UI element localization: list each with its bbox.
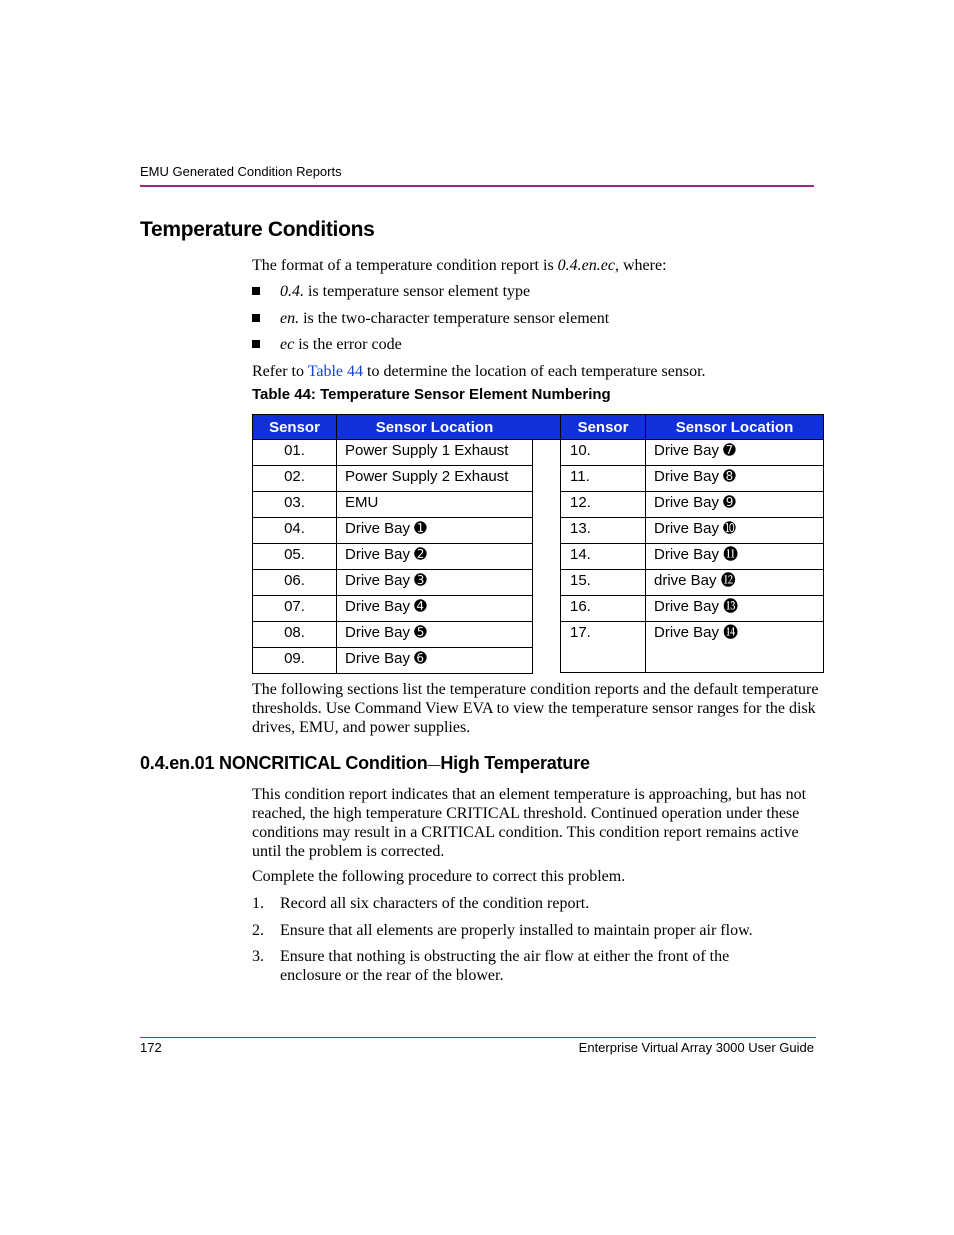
sensor-location: Drive Bay ➐ [646,440,824,466]
table-row [561,440,824,466]
bullet-item [252,282,812,309]
subsection-title [140,753,590,774]
table-row [561,596,824,622]
table-row [561,544,824,570]
table-row [253,622,533,648]
bullet-term: en. [280,309,300,327]
sensor-number: 12. [561,492,646,518]
sensor-location: Drive Bay ➋ [337,544,533,570]
step-number: 1. [252,895,264,912]
sensor-number: 14. [561,544,646,570]
step-text: Record all six characters of the condition report. [280,895,590,912]
procedure-step [252,947,822,985]
refer-prefix: Refer to [252,363,308,380]
sensor-location: Drive Bay ➍ [337,596,533,622]
sensor-location: EMU [337,492,533,518]
column-header-sensor: Sensor [561,415,646,440]
step-text: Ensure that all elements are properly installed to maintain proper air flow. [280,921,753,939]
sensor-number: 10. [561,440,646,466]
sensor-location: Drive Bay ⓮ [646,622,824,673]
table-row [561,622,824,673]
refer-suffix: to determine the location of each temperature sensor. [363,363,706,380]
sensor-number: 02. [253,466,337,492]
table-row [253,492,533,518]
step-text: Ensure that nothing is obstructing the air flow at either the front of the enclosure or the rear of the blower. [280,948,730,984]
sensor-number: 17. [561,622,646,673]
intro-format: 0.4.en.ec [557,257,615,274]
bullet-list [252,282,812,362]
bullet-term: ec [280,336,295,353]
sensor-number: 07. [253,596,337,622]
column-header-sensor: Sensor [253,415,337,440]
sensor-location: Power Supply 1 Exhaust [337,440,533,466]
sensor-location: Drive Bay ➓ [646,518,824,544]
sensor-number: 11. [561,466,646,492]
footer-rule [140,1037,816,1038]
subsection-title-a: 0.4.en.01 NONCRITICAL Condition [140,753,428,773]
table-header-row [561,415,824,440]
table-header-row [253,415,533,440]
bullet-square-icon [252,340,260,348]
following-paragraph: The following sections list the temperature condition reports and the default temperature thresholds. Use Command View EVA to view the temperature sensor ranges for the disk drives, EMU, and power supplies. [252,681,819,736]
step-number: 3. [252,948,264,965]
procedure-step [252,894,822,913]
intro-suffix: , where: [614,257,667,274]
procedure-intro: Complete the following procedure to correct this problem. [252,868,626,885]
subsection-title-dash: — [427,757,441,772]
page-number: 172 [140,1040,162,1055]
sensor-location: Power Supply 2 Exhaust [337,466,533,492]
sensor-location: Drive Bay ➊ [337,518,533,544]
procedure-step [252,921,822,940]
sensor-number: 13. [561,518,646,544]
table-row [253,648,533,674]
step-number: 2. [252,921,264,939]
bullet-text: is temperature sensor element type [304,283,531,300]
sensor-location: Drive Bay ⓭ [646,596,824,622]
running-head: EMU Generated Condition Reports [140,164,342,179]
sensor-location: Drive Bay ⓫ [646,544,824,570]
sensor-location: Drive Bay ➏ [337,648,533,674]
sensor-number: 05. [253,544,337,570]
column-header-location: Sensor Location [646,415,824,440]
table-row [253,570,533,596]
sensor-number: 03. [253,492,337,518]
table-row [561,518,824,544]
subsection-title-b: High Temperature [440,753,590,773]
sensor-location: drive Bay ⓬ [646,570,824,596]
sensor-table-left [252,414,533,674]
sensor-location: Drive Bay ➑ [646,466,824,492]
table-row [253,466,533,492]
bullet-item [252,309,812,336]
sensor-number: 04. [253,518,337,544]
sensor-location: Drive Bay ➌ [337,570,533,596]
section-title: Temperature Conditions [140,218,375,241]
sensor-number: 08. [253,622,337,648]
sensor-number: 15. [561,570,646,596]
sensor-location: Drive Bay ➎ [337,622,533,648]
table-row [253,596,533,622]
bullet-square-icon [252,314,260,322]
table-caption: Table 44: Temperature Sensor Element Numbering [252,386,611,403]
procedure-steps [252,894,822,993]
bullet-item [252,335,812,362]
bullet-term: 0.4. [280,283,304,300]
table-row [253,544,533,570]
refer-paragraph [252,362,706,381]
bullet-text: is the two-character temperature sensor element [299,309,610,327]
table-row [561,570,824,596]
sensor-number: 16. [561,596,646,622]
table-gap-band [532,414,560,440]
column-header-location: Sensor Location [337,415,533,440]
table-row [253,440,533,466]
sensor-table-right [560,414,824,673]
sensor-location: Drive Bay ➒ [646,492,824,518]
sensor-number: 01. [253,440,337,466]
bullet-square-icon [252,287,260,295]
book-title: Enterprise Virtual Array 3000 User Guide [578,1040,814,1055]
table-row [561,492,824,518]
intro-prefix: The format of a temperature condition report is [252,257,558,274]
intro-paragraph [252,256,667,275]
sensor-number: 09. [253,648,337,674]
table-row [561,466,824,492]
table-row [253,518,533,544]
table-link[interactable]: Table 44 [307,363,363,380]
header-rule [140,185,814,187]
sensor-number: 06. [253,570,337,596]
bullet-text: is the error code [294,336,402,353]
condition-description: This condition report indicates that an element temperature is approaching, but has not reached, the high temperature CRITICAL threshold. Continued operation under these conditions may result in a CRITICAL condition. This condition report remains active until the problem is corrected. [252,786,807,860]
